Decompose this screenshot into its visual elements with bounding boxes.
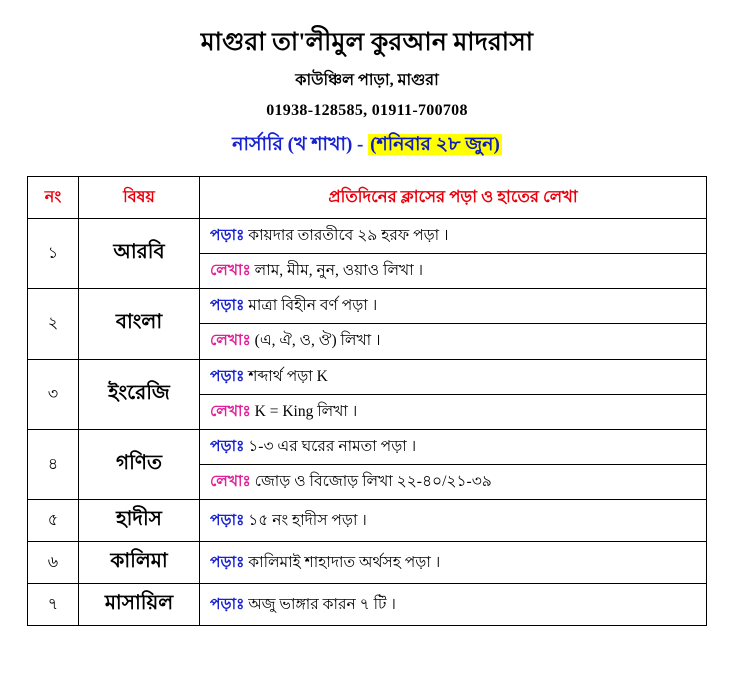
class-label: নার্সারি (খ শাখা) - bbox=[232, 134, 369, 155]
task-text: কায়দার তারতীবে ২৯ হরফ পড়া । bbox=[244, 227, 449, 244]
table-row bbox=[28, 542, 707, 584]
table-row bbox=[28, 584, 707, 626]
school-phone: 01938-128585, 01911-700708 bbox=[266, 102, 468, 119]
row-tasks bbox=[200, 429, 707, 499]
routine-table bbox=[27, 176, 707, 626]
routine-table-body bbox=[28, 219, 707, 626]
table-header-row bbox=[28, 177, 707, 219]
row-subject: ইংরেজি bbox=[79, 359, 200, 429]
row-subject: কালিমা bbox=[79, 542, 200, 584]
table-row bbox=[28, 289, 707, 359]
reading-label: পড়াঃ bbox=[210, 553, 245, 571]
row-number: ১ bbox=[28, 219, 79, 289]
task-text: ১-৩ এর ঘরের নামতা পড়া । bbox=[244, 437, 417, 455]
task-line-reading bbox=[200, 504, 706, 538]
writing-label: লেখাঃ bbox=[210, 262, 251, 280]
task-line-reading bbox=[200, 430, 706, 465]
task-text: K = King লিখা । bbox=[250, 402, 358, 420]
reading-label: পড়াঃ bbox=[210, 595, 245, 613]
task-text: শব্দার্থ পড়া K bbox=[244, 367, 328, 385]
table-row bbox=[28, 429, 707, 499]
task-line-reading bbox=[200, 219, 706, 254]
row-subject: আরবি bbox=[79, 219, 200, 289]
task-line-writing bbox=[200, 465, 706, 499]
row-subject: বাংলা bbox=[79, 289, 200, 359]
reading-label: পড়াঃ bbox=[210, 297, 245, 315]
writing-label: লেখাঃ bbox=[210, 332, 251, 350]
row-number: ৬ bbox=[28, 542, 79, 584]
table-row bbox=[28, 500, 707, 542]
task-text: কালিমাই শাহাদাত অর্থসহ পড়া । bbox=[244, 553, 441, 571]
routine-table-wrapper bbox=[27, 176, 707, 626]
reading-label: পড়াঃ bbox=[210, 437, 245, 455]
column-header-no: নং bbox=[28, 177, 79, 219]
document-header bbox=[0, 0, 734, 162]
task-text: জোড় ও বিজোড় লিখা ২২-৪০/২১-৩৯ bbox=[250, 472, 492, 490]
writing-label: লেখাঃ bbox=[210, 472, 251, 490]
column-header-tasks: প্রতিদিনের ক্লাসের পড়া ও হাতের লেখা bbox=[200, 177, 707, 219]
row-tasks bbox=[200, 500, 707, 542]
table-row bbox=[28, 219, 707, 289]
task-line-writing bbox=[200, 324, 706, 358]
task-text: ১৫ নং হাদীস পড়া । bbox=[244, 511, 367, 529]
task-text: অজু ভাঙ্গার কারন ৭ টি । bbox=[244, 595, 396, 613]
row-tasks bbox=[200, 219, 707, 289]
row-subject: মাসায়িল bbox=[79, 584, 200, 626]
row-tasks bbox=[200, 289, 707, 359]
column-header-subject: বিষয় bbox=[79, 177, 200, 219]
row-number: ২ bbox=[28, 289, 79, 359]
class-and-date bbox=[0, 130, 734, 162]
date-label: (শনিবার ২৮ জুন) bbox=[370, 134, 500, 155]
task-line-writing bbox=[200, 395, 706, 429]
reading-label: পড়াঃ bbox=[210, 367, 245, 385]
row-number: ৭ bbox=[28, 584, 79, 626]
task-text: লাম, মীম, নুন, ওয়াও লিখা । bbox=[250, 262, 424, 280]
task-line-reading bbox=[200, 289, 706, 324]
row-number: ৩ bbox=[28, 359, 79, 429]
row-tasks bbox=[200, 584, 707, 626]
task-text: (এ, ঐ, ও, ঔ) লিখা । bbox=[250, 332, 381, 350]
reading-label: পড়াঃ bbox=[210, 227, 245, 244]
row-subject: গণিত bbox=[79, 429, 200, 499]
school-address: কাউঞ্চিল পাড়া, মাগুরা bbox=[295, 72, 439, 89]
table-row bbox=[28, 359, 707, 429]
row-subject: হাদীস bbox=[79, 500, 200, 542]
school-name: মাগুরা তা'লীমুল কুরআন মাদরাসা bbox=[200, 29, 534, 56]
task-line-reading bbox=[200, 588, 706, 622]
task-line-reading bbox=[200, 360, 706, 395]
writing-label: লেখাঃ bbox=[210, 402, 251, 420]
row-number: ৪ bbox=[28, 429, 79, 499]
task-line-writing bbox=[200, 254, 706, 288]
task-line-reading bbox=[200, 546, 706, 580]
row-tasks bbox=[200, 359, 707, 429]
row-number: ৫ bbox=[28, 500, 79, 542]
row-tasks bbox=[200, 542, 707, 584]
task-text: মাত্রা বিহীন বর্ণ পড়া । bbox=[244, 297, 378, 315]
reading-label: পড়াঃ bbox=[210, 511, 245, 529]
